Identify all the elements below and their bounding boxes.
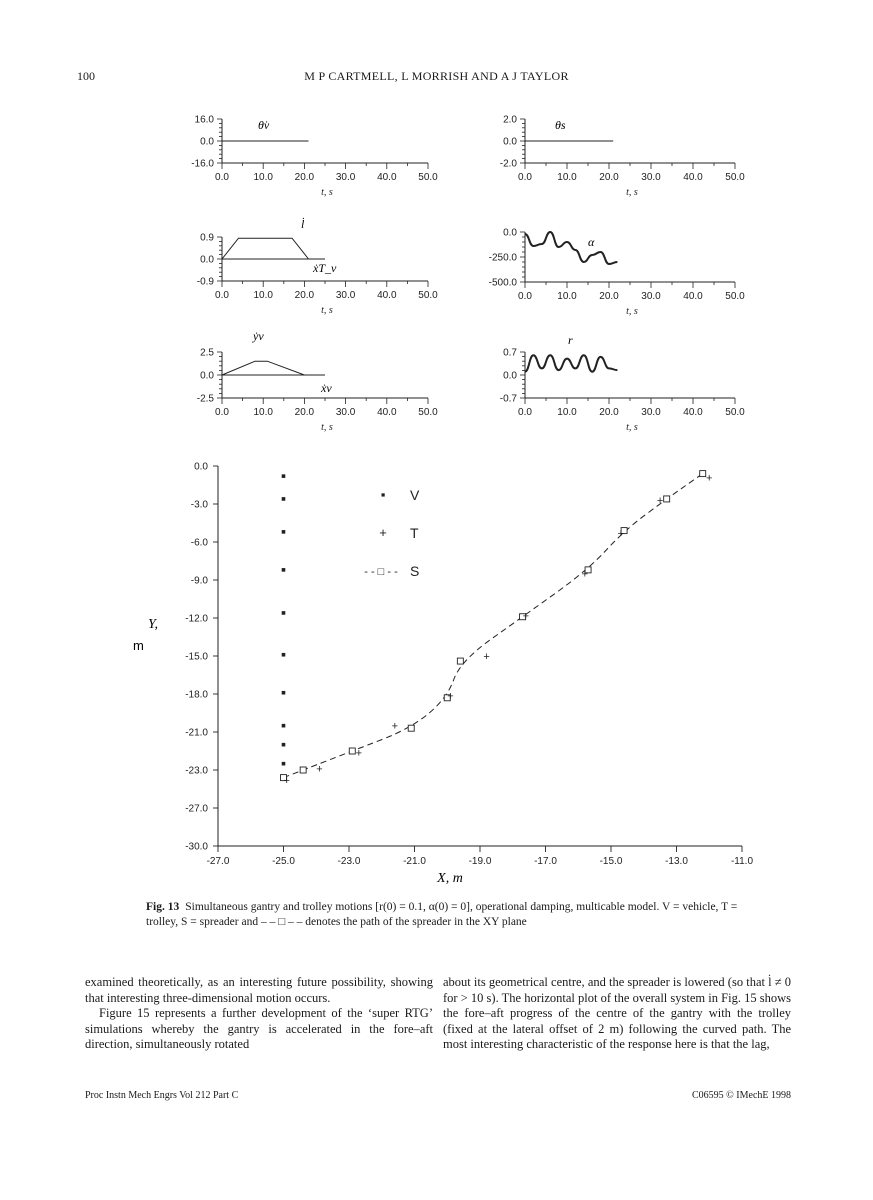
x-tick-label: -11.0	[730, 856, 754, 867]
series-line	[525, 355, 617, 371]
caption-label: Fig. 13	[146, 901, 180, 913]
small-plot-5	[197, 329, 438, 433]
x-tick-label: 0.0	[518, 291, 532, 302]
y-tick-label: 2.5	[200, 347, 214, 359]
data-point-t: +	[617, 528, 625, 541]
data-point-v	[282, 530, 286, 534]
y-tick-label: -30.0	[185, 841, 208, 853]
x-tick-label: 30.0	[335, 407, 356, 418]
x-axis-label: t, s	[626, 187, 638, 198]
data-point-t: +	[581, 568, 589, 581]
y-tick-label: -23.0	[185, 765, 208, 777]
data-point-s	[300, 767, 306, 773]
small-plot-6	[500, 333, 745, 433]
x-tick-label: 40.0	[377, 172, 397, 183]
x-tick-label: 40.0	[683, 291, 703, 302]
legend-symbol: - - □ - -	[364, 566, 398, 578]
legend-label: T	[410, 525, 419, 541]
x-tick-label: 40.0	[377, 290, 397, 301]
x-tick-label: -17.0	[534, 856, 557, 867]
curve-label: θs	[555, 118, 566, 132]
y-tick-label: 16.0	[194, 114, 214, 126]
small-plot-4	[489, 228, 746, 318]
figure-caption	[146, 900, 744, 930]
x-tick-label: 30.0	[335, 172, 356, 183]
data-point-v	[282, 653, 286, 657]
curve-label: r	[568, 333, 573, 347]
data-point-v	[282, 611, 286, 615]
x-tick-label: -25.0	[272, 856, 295, 867]
y-tick-label: 0.0	[194, 461, 208, 473]
x-tick-label: 10.0	[253, 172, 273, 183]
y-tick-label: 0.0	[200, 254, 214, 266]
y-tick-label: 2.0	[503, 114, 517, 126]
x-tick-label: 0.0	[215, 407, 229, 418]
y-tick-label: -16.0	[191, 158, 214, 170]
running-title: M P CARTMELL, L MORRISH AND A J TAYLOR	[304, 69, 569, 83]
y-tick-label: 0.0	[200, 136, 214, 148]
y-tick-label: 0.7	[503, 347, 517, 359]
data-point-t: +	[283, 775, 290, 788]
x-axis-label: t, s	[626, 306, 638, 317]
data-point-t: +	[656, 495, 664, 508]
y-tick-label: -12.0	[185, 613, 208, 625]
data-point-s	[457, 658, 463, 664]
series-line	[525, 232, 617, 264]
y-tick-label: 0.0	[503, 136, 517, 148]
footer-copyright: C06595 © IMechE 1998	[692, 1090, 791, 1101]
x-tick-label: 0.0	[518, 407, 532, 418]
main-xy-plot	[133, 462, 753, 887]
x-axis-label: t, s	[321, 187, 333, 198]
data-point-v	[282, 743, 286, 747]
x-tick-label: 20.0	[294, 290, 315, 301]
y-tick-label: -2.5	[196, 393, 214, 405]
body-left-column	[85, 975, 433, 1053]
x-tick-label: 20.0	[599, 407, 619, 418]
data-point-s	[700, 471, 706, 477]
x-tick-label: 50.0	[418, 172, 438, 183]
x-tick-label: 40.0	[683, 172, 703, 183]
curve-label: ẋv	[321, 381, 332, 395]
x-tick-label: 20.0	[599, 291, 619, 302]
x-tick-label: 40.0	[683, 407, 703, 418]
x-tick-label: 50.0	[418, 290, 438, 301]
x-tick-label: 0.0	[215, 290, 229, 301]
x-tick-label: 10.0	[557, 172, 577, 183]
x-tick-label: 50.0	[418, 407, 438, 418]
x-axis-label: X, m	[437, 871, 463, 886]
legend-label: V	[410, 487, 420, 503]
y-tick-label: 0.0	[200, 370, 214, 382]
x-tick-label: 0.0	[518, 172, 532, 183]
data-point-v	[282, 762, 286, 766]
x-tick-label: 30.0	[335, 290, 356, 301]
y-tick-label: -250.0	[488, 252, 517, 264]
x-tick-label: 10.0	[253, 290, 273, 301]
x-tick-label: -19.0	[468, 856, 492, 867]
curve-label: α	[588, 235, 595, 249]
small-plot-3	[197, 217, 438, 316]
x-tick-label: 50.0	[725, 291, 745, 302]
x-axis-label: t, s	[321, 305, 333, 316]
curve-label: l̇	[301, 217, 305, 231]
data-point-v	[282, 691, 286, 695]
data-point-v	[282, 497, 286, 501]
data-point-s	[664, 496, 670, 502]
x-tick-label: -27.0	[206, 856, 230, 867]
series-line	[222, 361, 304, 375]
curve-label: θ̇v	[258, 118, 270, 132]
y-tick-label: -27.0	[185, 803, 208, 815]
y-tick-label: -18.0	[185, 689, 208, 701]
data-point-v	[282, 724, 286, 728]
x-tick-label: 50.0	[725, 172, 745, 183]
data-point-s	[408, 725, 414, 731]
y-tick-label: 0.9	[200, 232, 214, 244]
small-plot-1	[191, 115, 438, 199]
y-tick-label: -15.0	[185, 651, 208, 663]
data-point-v	[282, 568, 286, 572]
x-axis-label: t, s	[321, 422, 333, 433]
y-tick-label: 0.0	[503, 370, 517, 382]
legend-label: S	[410, 563, 420, 579]
x-tick-label: 30.0	[641, 291, 661, 302]
x-tick-label: 10.0	[557, 407, 577, 418]
legend-symbol: +	[379, 525, 387, 540]
y-axis-label: Y,	[148, 617, 159, 632]
x-tick-label: 10.0	[253, 407, 273, 418]
data-point-v	[282, 474, 286, 478]
legend	[364, 487, 420, 579]
data-point-t: +	[447, 690, 454, 703]
x-tick-label: 40.0	[377, 407, 397, 418]
data-point-t: +	[355, 747, 363, 760]
y-tick-label: -0.9	[196, 276, 214, 288]
data-point-t: +	[316, 763, 323, 776]
body-right-column	[443, 975, 791, 1053]
y-axis-unit: m	[133, 638, 144, 653]
x-tick-label: -23.0	[337, 856, 361, 867]
x-tick-label: 20.0	[294, 172, 315, 183]
data-point-t: +	[391, 720, 399, 733]
y-tick-label: -0.7	[499, 393, 517, 405]
x-tick-label: 30.0	[641, 407, 661, 418]
x-tick-label: 0.0	[215, 172, 229, 183]
page-number: 100	[77, 69, 95, 83]
body-paragraph: Figure 15 represents a further development of the ‘super RTG’ simulations whereby the gantry is accelerated in the fore–aft direction, simultaneously rotated	[85, 1006, 433, 1051]
data-point-t: +	[522, 610, 530, 623]
body-paragraph: examined theoretically, as an interesting future possibility, showing that interesting three-dimensional motion occurs.	[85, 975, 433, 1005]
y-tick-label: -3.0	[190, 499, 208, 511]
x-tick-label: 30.0	[641, 172, 661, 183]
small-plot-2	[500, 115, 745, 199]
data-point-s	[349, 748, 355, 754]
data-point-t: +	[706, 472, 713, 485]
y-tick-label: -6.0	[190, 537, 208, 549]
y-tick-label: -2.0	[499, 158, 517, 170]
caption-text: Simultaneous gantry and trolley motions [r(0) = 0.1, α(0) = 0], operational damping, multicable model. V = vehicle, T = trolley, S = spreader and – – □ – – denotes the path of the spreader in the XY plane	[146, 901, 738, 928]
x-axis-label: t, s	[626, 422, 638, 433]
series-line-s	[284, 474, 703, 778]
curve-label: ẋT_v	[313, 261, 337, 275]
data-point-t: +	[483, 651, 490, 663]
x-tick-label: 50.0	[725, 407, 745, 418]
series-line	[222, 238, 309, 259]
body-paragraph: about its geometrical centre, and the spreader is lowered (so that l̇ ≠ 0 for > 10 s). The horizontal plot of the overall system in Fig. 15 shows the fore–aft progress of the centre of the gantry with the trolley (fixed at the lateral offset of 2 m) following the curved path. The most interesting characteristic of the response here is that the lag,	[443, 975, 791, 1051]
y-tick-label: -500.0	[488, 277, 517, 289]
y-tick-label: -21.0	[185, 727, 208, 739]
legend-symbol: ▪	[380, 487, 386, 502]
x-tick-label: -21.0	[403, 856, 426, 867]
curve-label: ẏv	[253, 329, 264, 343]
y-tick-label: 0.0	[503, 227, 517, 239]
footer-journal: Proc Instn Mech Engrs Vol 212 Part C	[85, 1090, 239, 1101]
x-tick-label: 10.0	[557, 291, 577, 302]
y-tick-label: -9.0	[190, 575, 208, 587]
x-tick-label: 20.0	[599, 172, 619, 183]
x-tick-label: 20.0	[294, 407, 315, 418]
x-tick-label: -15.0	[599, 856, 623, 867]
x-tick-label: -13.0	[665, 856, 688, 867]
